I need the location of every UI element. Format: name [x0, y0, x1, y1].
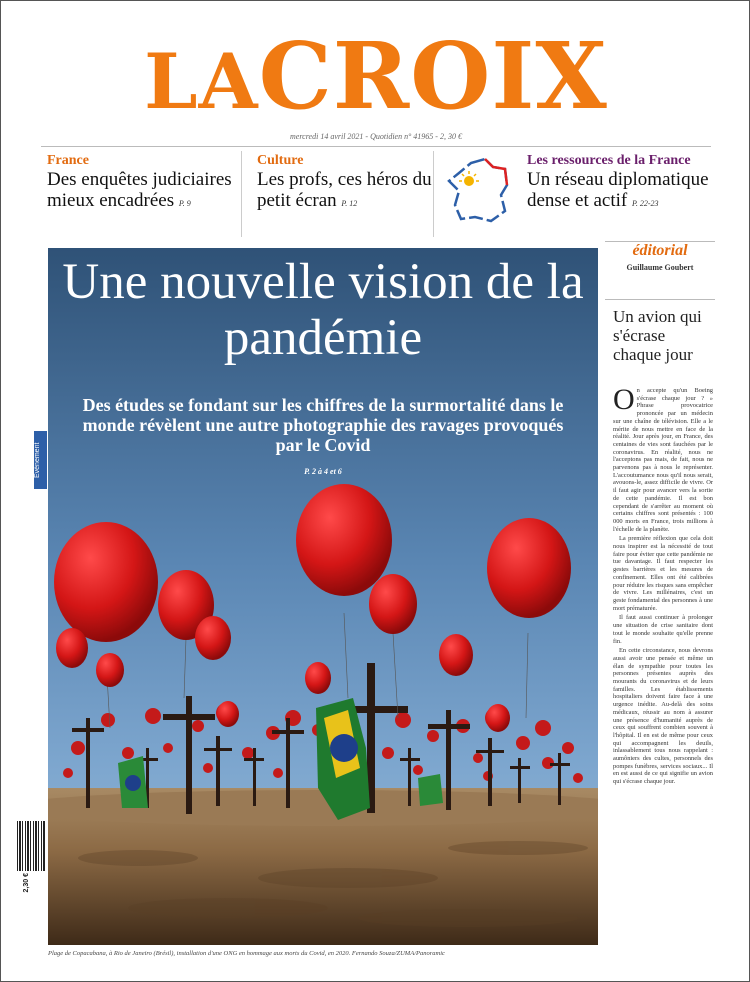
teaser-headline: Des enquêtes judiciaires mieux encadrées P. 9: [47, 169, 232, 211]
france-map-icon: [441, 155, 521, 227]
drop-cap: O: [613, 387, 635, 416]
dateline: mercredi 14 avril 2021 - Quotidien n° 41965 - 2, 30 €: [290, 132, 462, 141]
masthead-croix: CROIX: [258, 22, 608, 130]
section-tab: Événement: [34, 431, 47, 489]
editorial-body: On accepte qu'un Boeing s'écrase chaque jour ? » Phrase provocatrice prononcée par un médecin sur une chaîne de télévision. Elle a le mérite de nous mettre en face de la réalité. Jour après jour, en France, des centaines de vies sont fauchées par le coronavirus. En réalité, nous ne l'acceptons pas mais, de fait, nous ne parvenons pas à nous le représenter. L'accoutumance nous qu'il nous serait, avouons-le, assez difficile de vivre. Or il faut agir pour avancer vers la sortie de cette pandémie. Il est bon cependant de s'arrêter au moment où certains chiffres sont présentés : 100 000 morts en France, trois millions à l'échelle de la planète. La première réflexion que cela doit nous inspirer est la nécessité de tout faire pour éviter que cette pandémie ne tue davantage. Il faut respecter les gestes barrières et les mesures de confinement. Elles ont été calibrées pour réduire les risques sans empêcher de vivre. Les millénaires, c'est un geste fondamental des personnes à une mort prématurée. Il faut aussi continuer à prolonger une situation de crise sanitaire dont tout le monde souhaite qu'elle prenne fin. En cette circonstance, nous devrons aussi avoir une pensée et même un élan de sympathie pour toutes les personnes présentes auprès des mourants du coronavirus et de leurs familles. Les établissements hospitaliers doivent faire face à une urgence inédite. Au-delà des soins médicaux, réussir au nom à assurer une présence d'humanité auprès de ceux qui souffrent combien souvent à l'hôpital. Il en est de même pour ceux qui accompagnent les deuils, inlassablement tous nous rappelant : aumôniers des cultes, personnels des pompes funèbres, services sociaux... Il en est aussi de ce qui signifie un avion qui s'écrase chaque jour.: [613, 387, 713, 786]
teaser-page: P. 22-23: [631, 199, 659, 208]
lead-page-ref: P. 2 à 4 et 6: [304, 467, 342, 476]
editorial-title[interactable]: Un avion qui s'écrase chaque jour: [613, 307, 702, 364]
masthead-la: LA: [144, 37, 259, 126]
price-label: 2,30 €: [23, 873, 30, 893]
editorial-paragraph: En cette circonstance, nous devrons aussi avoir une pensée et même un élan de sympathie pour toutes les personnes présentes auprès des mourants du coronavirus et de leurs familles. Les établissements hospitaliers doivent faire face à une urgence inédite. Au-delà des soins médicaux, réussir au nom à assurer une présence d'humanité auprès de ceux qui souffrent combien souvent à l'hôpital. Il en est de même pour ceux qui accompagnent les deuils, inlassablement tous nous rappelant : aumôniers des cultes, personnels des pompes funèbres, services sociaux... Il en est aussi de ce qui signifie un avion qui s'écrase chaque jour.: [613, 647, 713, 786]
lead-photo[interactable]: [48, 248, 598, 945]
masthead-logo[interactable]: [1, 22, 750, 130]
teaser-bar: [41, 146, 711, 238]
editorial-paragraph: La première réflexion que cela doit nous inspirer est la nécessité de tout faire pour éviter que cette pandémie ne tue davantage. Il faut respecter les gestes barrières et les mesures de confinement. Elles ont été calibrées pour réduire les risques sans empêcher de vivre. Les millénaires, c'est un geste fondamental des personnes à une mort prématurée.: [613, 535, 713, 612]
teaser-headline: Les profs, ces héros du petit écran P. 12: [257, 169, 432, 211]
lead-headline[interactable]: Une nouvelle vision de la pandémie: [62, 254, 584, 366]
teaser-page: P. 12: [341, 199, 358, 208]
barcode: [17, 821, 45, 871]
teaser-divider: [241, 151, 242, 237]
teaser-headline: Un réseau diplomatique dense et actif P. 22-23: [527, 169, 709, 211]
teaser-culture[interactable]: [257, 153, 432, 214]
editorial-column: [605, 241, 715, 961]
teaser-ressources[interactable]: [527, 153, 717, 214]
photo-caption: Plage de Copacabana, à Rio de Janeiro (Brésil), installation d'une ONG en hommage aux morts du Covid, en 2020. Fernando Souza/ZUMA/Panoramic: [48, 950, 445, 957]
teaser-kicker: Les ressources de la France: [527, 153, 691, 168]
teaser-divider: [433, 151, 434, 237]
lead-deck: Des études se fondant sur les chiffres de la surmortalité dans le monde révèlent une autre photographie des ravages provoqués par le Covid: [82, 395, 564, 455]
editorial-kicker: éditorial: [632, 242, 688, 259]
divider: [605, 299, 715, 300]
teaser-france[interactable]: [47, 153, 237, 214]
teaser-page: P. 9: [178, 199, 191, 208]
teaser-kicker: France: [47, 153, 89, 168]
editorial-author: Guillaume Goubert: [626, 263, 694, 272]
editorial-paragraph: Il faut aussi continuer à prolonger une situation de crise sanitaire dont tout le monde souhaite qu'elle prenne fin.: [613, 614, 713, 645]
teaser-kicker: Culture: [257, 153, 304, 168]
